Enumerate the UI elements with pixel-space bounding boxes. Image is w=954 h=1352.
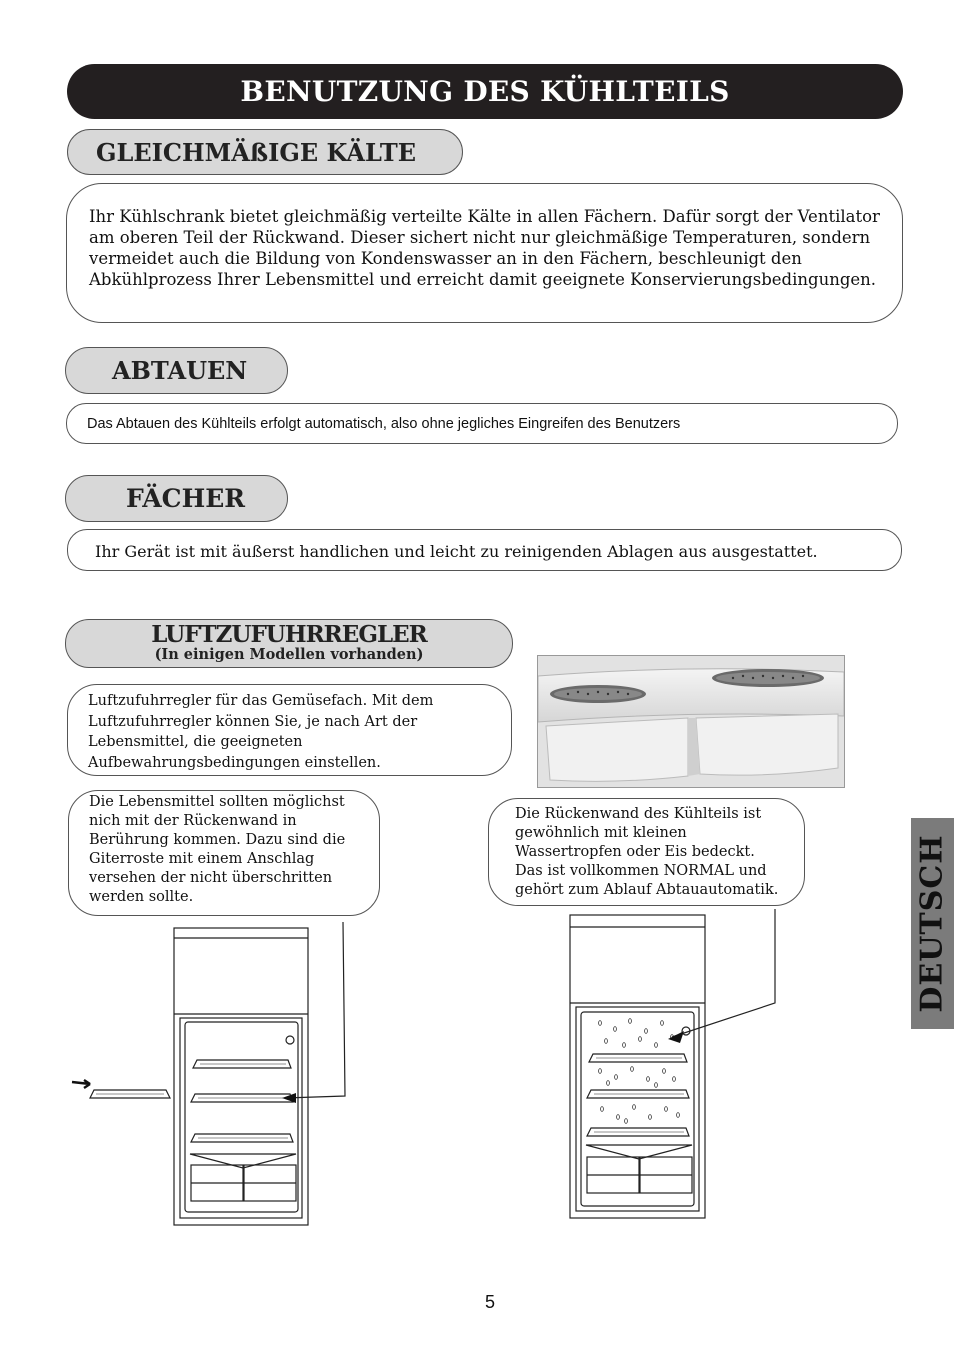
callout-line: Die Rückenwand des Kühlteils ist <box>515 806 762 822</box>
page-title: BENUTZUNG DES KÜHLTEILS <box>240 75 730 108</box>
section-heading-gleichmaessige-kaelte <box>67 129 463 175</box>
paragraph-line: Lebensmittel, die geeigneten <box>88 734 303 750</box>
faecher-text: Ihr Gerät ist mit äußerst handlichen und leicht zu reinigenden Ablagen aus ausgestattet. <box>95 542 818 561</box>
section-heading-label: GLEICHMÄßIGE KÄLTE <box>96 137 417 167</box>
callout-line: Berührung kommen. Dazu sind die <box>89 832 346 848</box>
callout-left <box>68 790 380 916</box>
callout-line: gewöhnlich mit kleinen <box>515 825 687 841</box>
fridge-illustration-right <box>560 905 780 1225</box>
gleichmaessige-kaelte-text-box <box>66 183 903 323</box>
paragraph-line: Aufbewahrungsbedingungen einstellen. <box>88 754 381 771</box>
faecher-text-box <box>67 529 902 571</box>
paragraph-line: am oberen Teil der Rückwand. Dieser sichert nicht nur gleichmäßige Temperaturen, sondern <box>89 228 871 247</box>
section-heading-abtauen <box>65 347 288 394</box>
paragraph-line: Luftzufuhrregler können Sie, je nach Art der <box>88 713 418 730</box>
section-heading-label: ABTAUEN <box>112 356 248 385</box>
callout-right <box>488 798 805 906</box>
callout-line: Die Lebensmittel sollten möglichst <box>89 794 345 810</box>
callout-line: Giterroste mit einem Anschlag <box>89 851 315 867</box>
fridge-illustration-left <box>60 918 360 1230</box>
section-heading-luftzufuhrregler <box>65 619 513 668</box>
luftzufuhrregler-text-box <box>67 684 512 776</box>
abtauen-text: Das Abtauen des Kühlteils erfolgt automatisch, also ohne jegliches Eingreifen des Benutzers <box>87 416 681 432</box>
language-side-tab <box>911 818 954 1029</box>
section-subheading: (In einigen Modellen vorhanden) <box>154 646 424 663</box>
callout-line: versehen der nicht überschritten <box>89 870 333 886</box>
crisper-drawer-photo <box>537 655 845 788</box>
callout-line: Wassertropfen oder Eis bedeckt. <box>515 844 755 860</box>
callout-line: gehört zum Ablauf Abtauautomatik. <box>515 882 779 898</box>
paragraph-line: vermeidet auch die Bildung von Kondenswasser an in den Fächern, beschleunigt den <box>89 249 802 268</box>
callout-line: Das ist vollkommen NORMAL und <box>515 863 767 879</box>
page-title-banner <box>67 64 903 119</box>
callout-line: werden sollte. <box>89 889 194 905</box>
callout-line: nich mit der Rückenwand in <box>89 813 297 829</box>
language-label: DEUTSCH <box>915 834 951 1013</box>
crisper-drawer-illustration <box>538 656 844 787</box>
section-heading-faecher <box>65 475 288 522</box>
section-heading-label: LUFTZUFUHRREGLER <box>151 621 427 648</box>
section-heading-label: FÄCHER <box>126 484 246 513</box>
paragraph-line: Luftzufuhrregler für das Gemüsefach. Mit dem <box>88 693 434 709</box>
paragraph-line: Abkühlprozess Ihrer Lebensmittel und erreicht damit geeignete Konservierungsbedingungen. <box>89 270 877 289</box>
paragraph-line: Ihr Kühlschrank bietet gleichmäßig verteilte Kälte in allen Fächern. Dafür sorgt der Ventilator <box>89 207 880 226</box>
page-number: 5 <box>484 1292 495 1312</box>
water-droplets <box>599 1019 680 1124</box>
abtauen-text-box <box>66 403 898 444</box>
